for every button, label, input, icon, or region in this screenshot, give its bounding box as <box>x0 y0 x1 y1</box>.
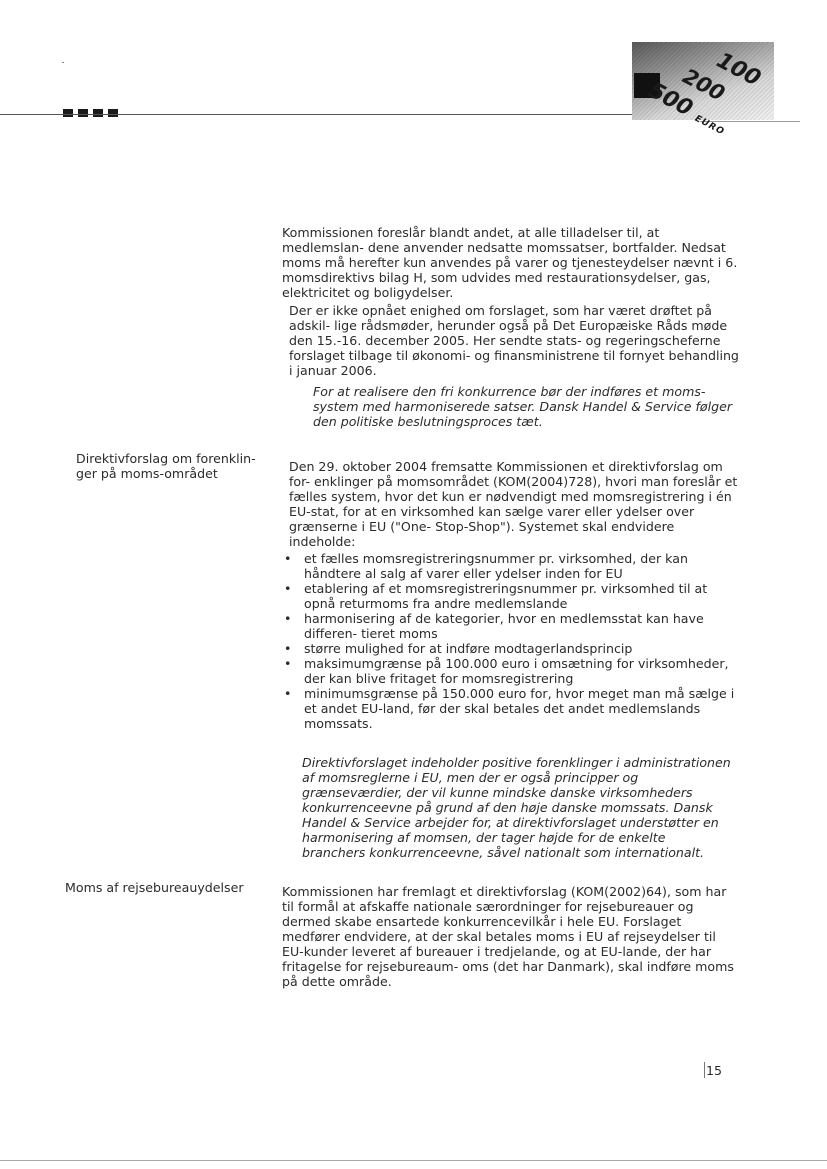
rejsebureau-heading: Moms af rejsebureauydelser <box>65 880 244 895</box>
intro-paragraph-1: Kommissionen foreslår blandt andet, at alle tilladelser til, at medlemslan- dene anvender nedsatte momssatser, bortfalder. Nedsat moms må herefter kun anvendes på varer og tjenesteydelser nævnt i 6. momsdirektivs bilag H, som udvides med restaurationsydelser, gas, elektricitet og boligydelser. <box>282 225 738 300</box>
forenklinger-bullets-wrap <box>284 551 738 731</box>
page-number-bar <box>704 1062 705 1078</box>
euro-banknote-image <box>632 42 774 138</box>
rejsebureau-heading-wrap <box>65 880 265 895</box>
banknote-100: 100 <box>712 48 765 92</box>
forenklinger-quote: Direktivforslaget indeholder positive forenklinger i administrationen af momsreglerne i EU, men der er også principper og grænseværdier, der vil kunne mindske danske virksomheders konkurrenceevne på grund af den høje danske momssats. Dansk Handel & Service arbejder for, at direktivforslaget understøtter en harmonisering af momsen, der tager højde for de enkelte branchers konkurrenceevne, såvel nationalt som internationalt. <box>302 755 731 860</box>
header-rule <box>0 114 640 115</box>
bullet-item: • større mulighed for at indføre modtagerlandsprincip <box>284 641 738 656</box>
header-square <box>78 109 88 117</box>
scan-speck <box>62 62 64 63</box>
forenklinger-heading-wrap <box>76 451 256 481</box>
banknote-200-value: 200 <box>678 64 729 106</box>
header-square <box>108 109 118 117</box>
forenklinger-quote-wrap <box>302 755 732 860</box>
bullet-item: • minimumsgrænse på 150.000 euro for, hvor meget man må sælge i et andet EU-land, før der skal betales det andet medlemslands momssats. <box>284 686 738 731</box>
forenklinger-paragraph-wrap <box>289 459 739 549</box>
bullet-item: • etablering af et momsregistreringsnummer pr. virksomhed til at opnå returmoms fra andre medlemslande <box>284 581 738 611</box>
banknote-currency: EURO <box>693 113 726 138</box>
intro-paragraph-2: Der er ikke opnået enighed om forslaget, som har været drøftet på adskil- lige rådsmøder, herunder også på Det Europæiske Råds møde den 15.-16. december 2005. Her sendte stats- og regeringscheferne forslaget tilbage til økonomi- og finansministrene til fornyet behandling i januar 2006. <box>289 303 739 378</box>
intro-quote: For at realisere den fri konkurrence bør der indføres et moms-system med harmoniserede satser. Dansk Handel & Service følger den politiske beslutningsproces tæt. <box>313 384 733 429</box>
intro-quote-wrap <box>313 384 735 429</box>
rejsebureau-paragraph-wrap <box>282 884 734 989</box>
bullet-item: • harmonisering af de kategorier, hvor en medlemsstat kan have differen- tieret moms <box>284 611 738 641</box>
intro-section <box>282 225 738 300</box>
header-square <box>63 109 73 117</box>
intro-paragraph-2-wrap <box>289 303 739 378</box>
forenklinger-bullet-list <box>284 551 738 731</box>
forenklinger-paragraph: Den 29. oktober 2004 fremsatte Kommissionen et direktivforslag om for- enklinger på momsområdet (KOM(2004)728), hvori man foreslår et fælles system, hvor det kun er nødvendigt med momsregistrering i én EU-stat, for at en virksomhed kan sælge varer eller ydelser over grænserne i EU ("One- Stop-Shop"). Systemet skal endvidere indeholde: <box>289 459 738 549</box>
bullet-item: • et fælles momsregistreringsnummer pr. virksomhed, der kan håndtere al salg af varer eller ydelser inden for EU <box>284 551 738 581</box>
rejsebureau-paragraph: Kommissionen har fremlagt et direktivforslag (KOM(2002)64), som har til formål at afskaffe nationale særordninger for rejsebureauer og dermed skabe ensartede konkurrencevilkår i hele EU. Forslaget medfører endvidere, at der skal betales moms i EU af rejseydelser til EU-kunder leveret af bureauer i tredjelande, og at EU-lande, der har fritagelse for rejsebureaum- oms (det har Danmark), skal indføre moms på dette område. <box>282 884 734 989</box>
header-square <box>93 109 103 117</box>
bullet-item: • maksimumgrænse på 100.000 euro i omsætning for virksomheder, der kan blive fritaget for momsregistrering <box>284 656 738 686</box>
header-squares <box>63 109 118 117</box>
forenklinger-heading: Direktivforslag om forenklin- ger på moms-området <box>76 451 256 481</box>
page-number: 15 <box>706 1063 723 1078</box>
footer-rule <box>0 1160 827 1161</box>
banknote-500-value: 500 <box>644 78 697 122</box>
